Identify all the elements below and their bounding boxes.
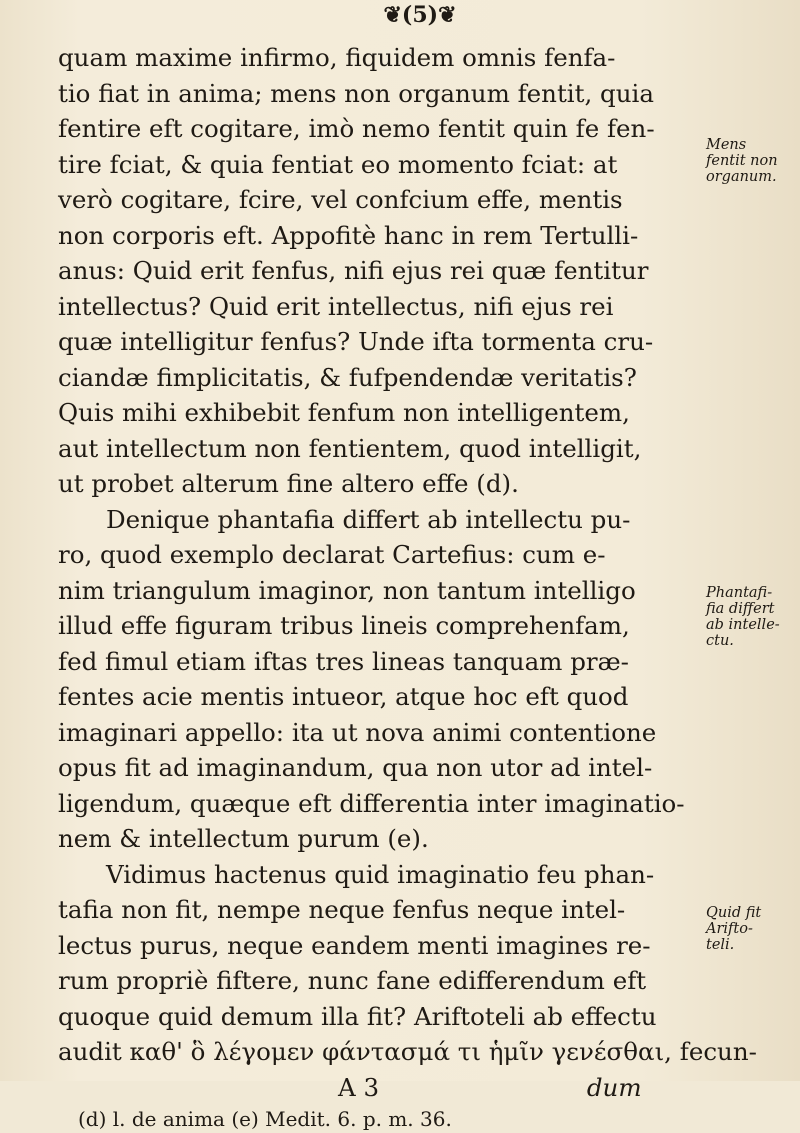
margin-note-line: Mens	[706, 137, 747, 153]
text-line: anus: Quid erit fenfus, nifi ejus rei quæ fentitur	[58, 256, 649, 285]
text-line: non corporis eft. Appofitè hanc in rem Tertulli-	[58, 220, 639, 250]
text-line: tire fciat, & quia fentiat eo momento fciat: at	[58, 149, 618, 179]
catchword: dum	[586, 1072, 642, 1102]
text-line: ut probet alterum fine altero effe (d).	[58, 469, 519, 498]
margin-note-line: teli.	[706, 937, 735, 953]
text-line: quoque quid demum illa fit? Ariftoteli ab effectu	[58, 1001, 657, 1031]
text-line: ciandæ fimplicitatis, & fufpendendæ veritatis?	[58, 362, 637, 392]
text-line: rum propriè fiftere, nunc fane edifferendum eft	[58, 966, 647, 995]
text-line: illud effe figuram tribus lineis comprehenfam,	[58, 611, 630, 640]
margin-note-line: fia differt	[706, 601, 775, 617]
margin-note-line: Phantafi-	[706, 585, 773, 601]
text-line: ro, quod exemplo declarat Cartefius: cum e-	[58, 540, 606, 569]
text-line: opus fit ad imaginandum, qua non utor ad intel-	[58, 753, 653, 782]
text-line: nem & intellectum purum (e).	[58, 824, 429, 853]
text-line: quæ intelligitur fenfus? Unde ifta tormenta cru-	[58, 327, 654, 356]
margin-note-line: organum.	[706, 169, 777, 185]
margin-note-line: fentit non	[706, 153, 778, 169]
text-line: verò cogitare, fcire, vel confcium effe, mentis	[58, 185, 623, 214]
margin-note-mens	[706, 137, 798, 185]
text-line: quam maxime infirmo, fiquidem omnis fenfa-	[58, 43, 616, 72]
text-line: ligendum, quæque eft differentia inter imaginatio-	[58, 788, 685, 818]
text-line: fentes acie mentis intueor, atque hoc eft quod	[58, 682, 629, 711]
paragraph-start-line: Denique phantafia differt ab intellectu pu-	[106, 504, 631, 534]
text-line: imaginari appello: ita ut nova animi contentione	[58, 717, 657, 747]
text-line: audit καθ' ὃ λέγομεν φάντασμά τι ἡμῖν γενέσθαι, fecun-	[58, 1037, 757, 1066]
text-line: lectus purus, neque eandem menti imagines re-	[58, 930, 651, 960]
page-number: (5)	[401, 2, 439, 28]
text-line: fentire eft cogitare, imò nemo fentit quin fe fen-	[58, 114, 655, 143]
paragraph-start-line: Vidimus hactenus quid imaginatio feu phan-	[106, 859, 655, 889]
text-line: nim triangulum imaginor, non tantum intelligo	[58, 575, 636, 605]
margin-note-line: ctu.	[706, 633, 734, 649]
ornament-right-icon: ❦	[438, 2, 457, 28]
signature-line	[58, 1070, 698, 1106]
text-line: Quis mihi exhibebit fenfum non intelligentem,	[58, 398, 630, 427]
signature-mark: A 3	[338, 1072, 380, 1102]
text-line: tio fiat in anima; mens non organum fentit, quia	[58, 78, 654, 108]
footnote: (d) l. de anima (e) Medit. 6. p. m. 36.	[78, 1107, 452, 1131]
text-line: intellectus? Quid erit intellectus, nifi ejus rei	[58, 291, 614, 321]
margin-note-line: ab intelle-	[706, 617, 780, 633]
margin-note-phantasia	[706, 585, 798, 649]
text-line: fed fimul etiam iftas tres lineas tanquam præ-	[58, 646, 629, 676]
text-line: aut intellectum non fentientem, quod intelligit,	[58, 433, 642, 463]
margin-note-line: Quid fit	[706, 905, 762, 921]
text-line: tafia non fit, nempe neque fenfus neque intel-	[58, 895, 626, 924]
ornament-left-icon: ❦	[383, 2, 402, 28]
margin-note-aristotle	[706, 905, 798, 953]
margin-note-line: Arifto-	[706, 921, 753, 937]
page-header	[0, 2, 800, 28]
